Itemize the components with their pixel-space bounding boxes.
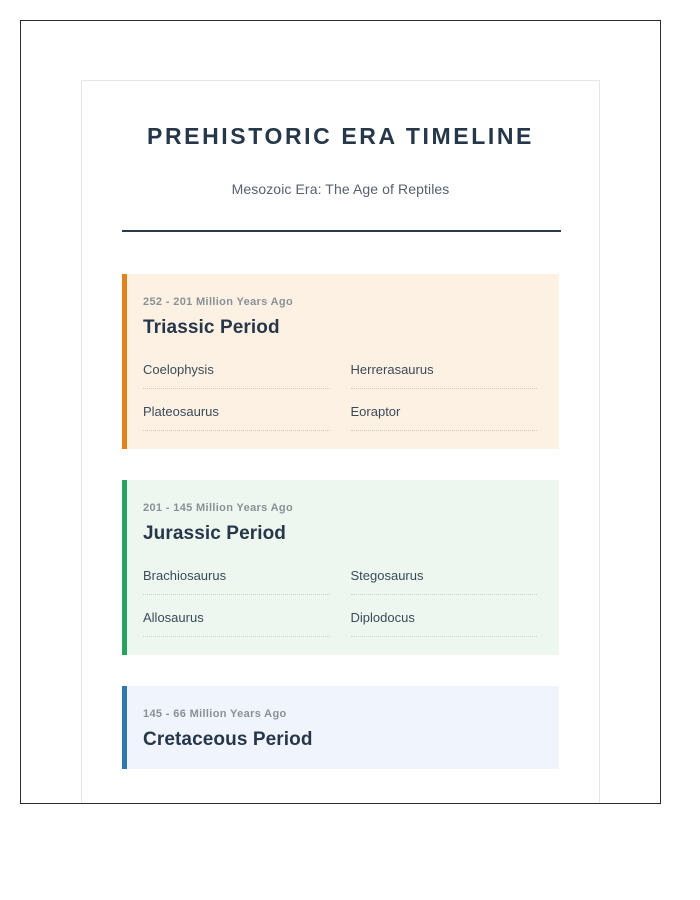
period-name: Jurassic Period xyxy=(143,522,287,544)
page-subtitle: Mesozoic Era: The Age of Reptiles xyxy=(231,180,450,197)
period-card[interactable] xyxy=(122,274,559,449)
document-header xyxy=(82,81,599,232)
timeline-periods-list xyxy=(82,232,599,770)
period-card[interactable] xyxy=(122,686,559,769)
species-item[interactable]: Stegosaurus xyxy=(351,567,538,595)
period-accent-bar xyxy=(122,686,127,769)
species-item[interactable]: Herrerasaurus xyxy=(351,361,538,389)
species-grid xyxy=(143,361,537,431)
period-era-label: 145 - 66 Million Years Ago xyxy=(143,708,287,721)
period-accent-bar xyxy=(122,274,127,449)
species-item[interactable]: Allosaurus xyxy=(143,609,330,637)
page-title: PREHISTORIC ERA TIMELINE xyxy=(147,123,534,149)
species-item[interactable]: Eoraptor xyxy=(351,403,538,431)
document-card xyxy=(81,80,600,804)
period-era-label: 252 - 201 Million Years Ago xyxy=(143,295,294,308)
species-item[interactable]: Brachiosaurus xyxy=(143,567,330,595)
species-grid xyxy=(143,567,537,637)
species-item[interactable]: Diplodocus xyxy=(351,609,538,637)
period-accent-bar xyxy=(122,480,127,655)
period-card[interactable] xyxy=(122,480,559,655)
browser-viewport-frame xyxy=(20,20,661,804)
period-name: Cretaceous Period xyxy=(143,729,313,751)
period-era-label: 201 - 145 Million Years Ago xyxy=(143,501,294,514)
period-name: Triassic Period xyxy=(143,316,280,338)
species-item[interactable]: Coelophysis xyxy=(143,361,330,389)
species-item[interactable]: Plateosaurus xyxy=(143,403,330,431)
